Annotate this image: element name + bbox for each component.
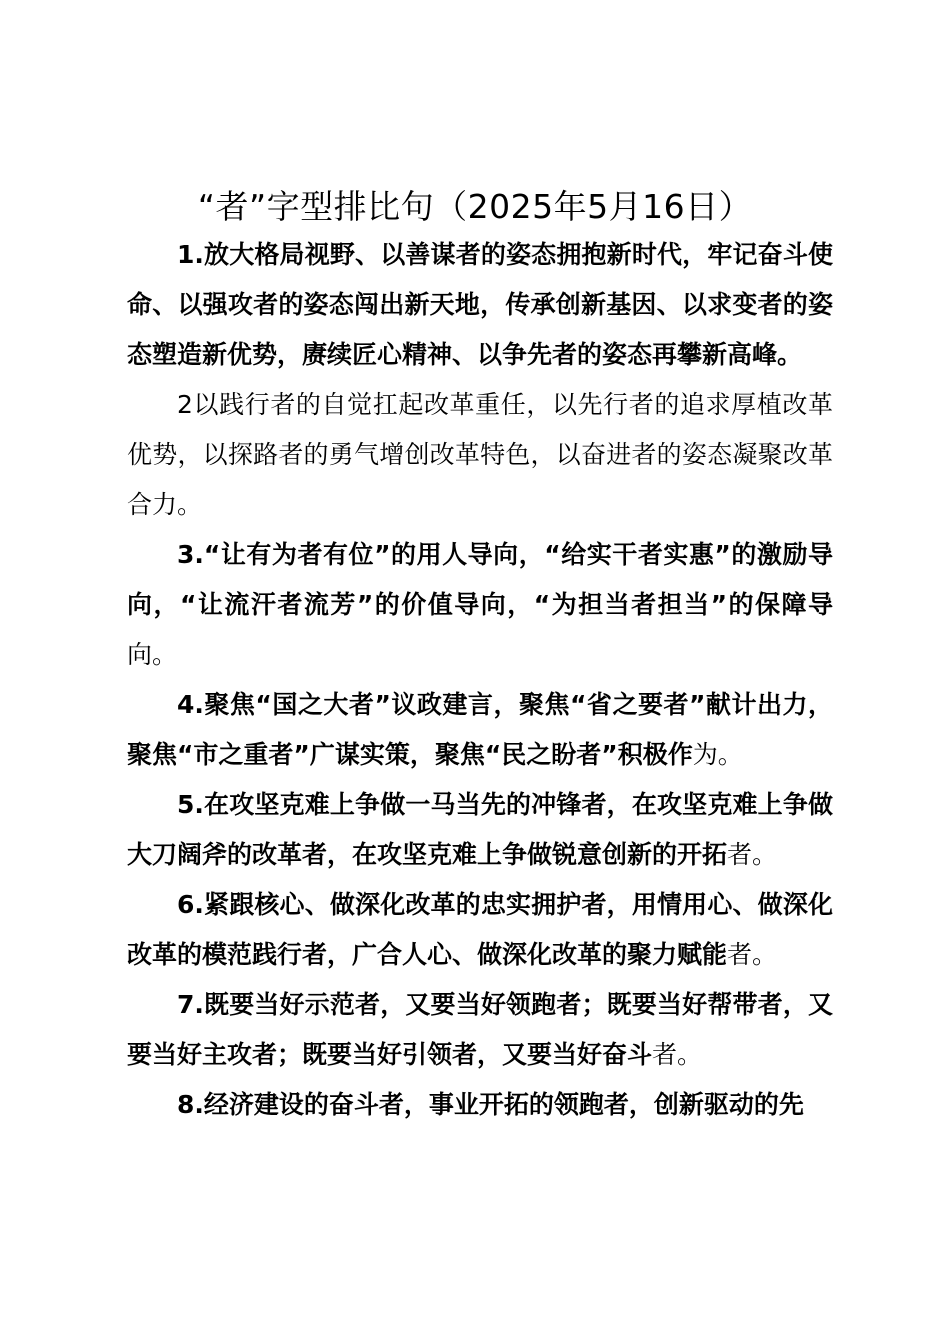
paragraph-7-tail: 者。	[652, 1040, 703, 1069]
paragraph-4-tail: 为。	[692, 740, 743, 769]
paragraph-2-text: 2以践行者的自觉扛起改革重任，以先行者的追求厚植改革优势，以探路者的勇气增创改革特色，以奋进者的姿态凝聚改革合力。	[127, 390, 833, 519]
document-title: “者”字型排比句（2025年5月16日）	[197, 187, 753, 226]
paragraph-5	[127, 780, 833, 880]
paragraph-3-tail: 向。	[127, 640, 178, 669]
paragraph-6	[127, 880, 833, 980]
paragraph-6-tail: 者。	[727, 940, 778, 969]
paragraph-7	[127, 980, 833, 1080]
paragraph-1	[127, 230, 833, 380]
paragraph-4-text: 4.聚焦“国之大者”议政建言，聚焦“省之要者”献计出力，聚焦“市之重者”广谋实策，聚焦“民之盼者”积极作	[127, 690, 833, 769]
paragraph-1-text: 1.放大格局视野、以善谋者的姿态拥抱新时代，牢记奋斗使命、以强攻者的姿态闯出新天地，传承创新基因、以求变者的姿态塑造新优势，赓续匠心精神、以争先者的姿态再攀新高峰。	[127, 240, 833, 369]
paragraph-3-text: 3.“让有为者有位”的用人导向，“给实干者实惠”的激励导向，“让流汗者流芳”的价值导向，“为担当者担当”的保障导	[127, 540, 833, 619]
paragraph-4	[127, 680, 833, 780]
paragraph-5-text: 5.在攻坚克难上争做一马当先的冲锋者，在攻坚克难上争做大刀阔斧的改革者，在攻坚克难上争做锐意创新的开拓	[127, 790, 833, 869]
paragraph-2	[127, 380, 833, 530]
paragraph-6-text: 6.紧跟核心、做深化改革的忠实拥护者，用情用心、做深化改革的模范践行者，广合人心、做深化改革的聚力赋能	[127, 890, 833, 969]
paragraph-5-tail: 者。	[727, 840, 778, 869]
document-body	[127, 230, 833, 1130]
paragraph-8-text: 8.经济建设的奋斗者，事业开拓的领跑者，创新驱动的先	[177, 1090, 804, 1119]
paragraph-3	[127, 530, 833, 680]
paragraph-8	[127, 1080, 833, 1130]
paragraph-7-text: 7.既要当好示范者，又要当好领跑者；既要当好帮带者，又要当好主攻者；既要当好引领者，又要当好奋斗	[127, 990, 833, 1069]
